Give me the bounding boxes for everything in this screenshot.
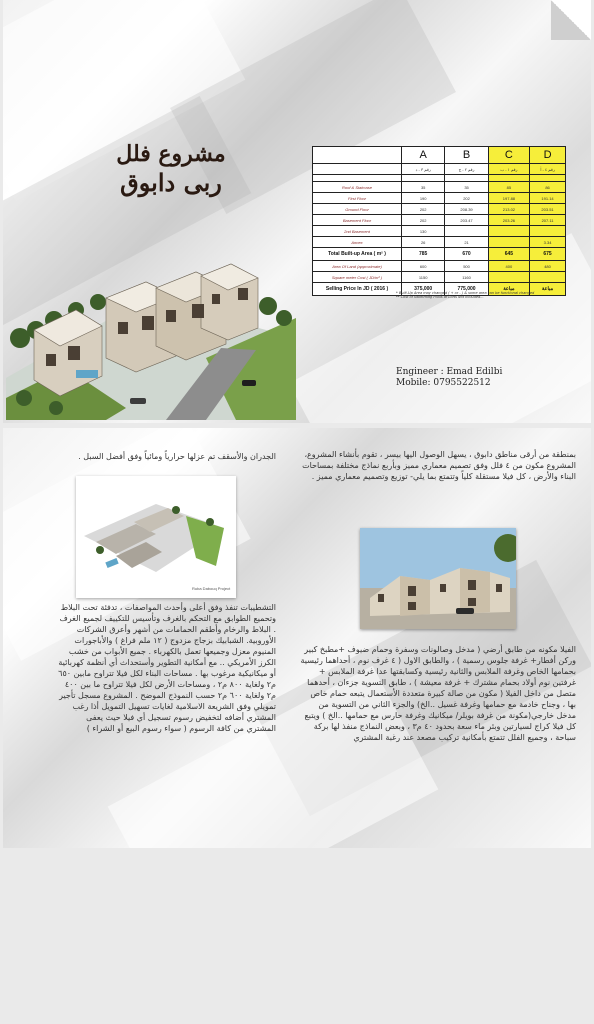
- table-cell: 86: [530, 182, 566, 193]
- table-cell: 130: [402, 226, 445, 237]
- table-cell: 600: [402, 261, 445, 272]
- table-cell: 197.88: [488, 193, 529, 204]
- villa-3d-render: [6, 258, 296, 420]
- table-row: [313, 182, 566, 193]
- table-cell: 202: [445, 193, 488, 204]
- table-cell: 26: [402, 237, 445, 248]
- table-cell: [530, 226, 566, 237]
- table-cell: [530, 272, 566, 283]
- table-cell: 35: [402, 182, 445, 193]
- table-header-row: [313, 147, 566, 164]
- table-cell: 375,000: [402, 283, 445, 296]
- table-row: [313, 237, 566, 248]
- table-cell: 670: [445, 248, 488, 261]
- table-cell: 785: [402, 248, 445, 261]
- table-cell: 207.11: [530, 215, 566, 226]
- row-label: Selling Price In JD ( 2016 ): [313, 283, 402, 296]
- site-plan-caption: Ruba Dabouq Project: [192, 586, 231, 591]
- row-label: 2nd Basement: [313, 226, 402, 237]
- table-row: [313, 204, 566, 215]
- table-cell: 1160: [445, 272, 488, 283]
- table-cell: 1150: [402, 272, 445, 283]
- table-cell: 190: [402, 193, 445, 204]
- column-subtitle: رقم ٢ - ج: [445, 164, 488, 175]
- table-row: [313, 193, 566, 204]
- table-cell: 203.47: [445, 215, 488, 226]
- table-cell: [445, 175, 488, 182]
- row-label: Annex: [313, 237, 402, 248]
- table-row: [313, 226, 566, 237]
- table-cell: 400: [488, 261, 529, 272]
- site-plan-drawing: [76, 476, 236, 598]
- villa-photo-drawing: [360, 528, 516, 629]
- table-cell: [488, 175, 529, 182]
- column-header-b: B: [445, 147, 488, 164]
- row-label: Ground Floor: [313, 204, 402, 215]
- table-corner-cell: [313, 147, 402, 164]
- table-cell: 202: [402, 204, 445, 215]
- table-row: [313, 215, 566, 226]
- table-subtitle-row: [313, 164, 566, 175]
- contact-info: [396, 367, 502, 389]
- column-subtitle: رقم ١ - ب: [488, 164, 529, 175]
- table-note-2: ** Cost of Swimming Pools ar Lofts Not Included...: [396, 295, 484, 299]
- table-cell: 675: [530, 248, 566, 261]
- table-cell: 85: [488, 182, 529, 193]
- table-cell: 203.26: [488, 215, 529, 226]
- intro-paragraph: بمنطقة من أرقى مناطق دابوق ، يسهل الوصول اليها بيسر ، تقوم بأنشاء المشروع، المشروع مكون من ٤ فلل وفق تصميم معماري مميز وبأربع نماذج مختلفة بمساحات البناء والأرض ، كل فيلا مستقلة كلياً وتتمتع بما يلي- توزيع وتصميم معماري مميز .: [302, 450, 576, 481]
- table-cell: [488, 272, 529, 283]
- villa-spec-table: [312, 146, 566, 296]
- table-cell: 35: [445, 182, 488, 193]
- column-header-a: A: [402, 147, 445, 164]
- table-cell: 213.02: [488, 204, 529, 215]
- insulation-paragraph: الجدران والأسقف تم عزلها حرارياً ومائياً وفق أفضل السبل .: [78, 452, 276, 461]
- table-cell: 202: [402, 215, 445, 226]
- project-title-line1: مشروع فلل: [116, 141, 226, 167]
- table-cell: 208.39: [445, 204, 488, 215]
- table-cell: مباعة: [488, 283, 529, 296]
- table-row: [313, 272, 566, 283]
- finishes-paragraph: التشطيبات تنفذ وفق أعلى وأحدث المواصفات ، تدفئة تحت البلاط وتحميع الطوابق مع التحكم بالغرف وتأسيس للتكييف لجميع الغرف . البلاط والرخام وأطقم الحمامات من أشهر وأعرق الشركات الأوروبية. الشبابيك بزجاج مزدوج ( ١٢ ملم فراغ ) والأباجورات المنيوم معزل وجميعها تعمل بالكهرباء . جميع الأبواب من خشب الكرز الأمريكي .. مع أمكانية التطوير وأستحداث أي أنظمة كهربائية أو ميكانيكية مرغوب بها . مساحات البناء لكل فيلا تتراوح مابين ٦٥٠ م٢ ولغاية ٨٠٠ م٢ ، ومساحات الأرض لكل فيلا تتراوح ما بين ٤٠٠ م٢ ولغاية ٦٠٠ م٢ حسب النموذج الموضح . المشروع مسجل تأجير تمويلي وفق الشريعة الاسلامية لغايات تسهيل التمويل أذا رغب المشتري أضافه لتخفيض رسوم تسجيل أي فيلا حيث يعفى المشتري من كافة الرسوم ( سواء رسوم البيع أو الشراء ): [58, 603, 276, 733]
- column-subtitle: رقم ٤ - أ: [530, 164, 566, 175]
- table-cell: 21: [445, 237, 488, 248]
- table-cell: [530, 175, 566, 182]
- table-cell: 645: [488, 248, 529, 261]
- table-cell: [488, 226, 529, 237]
- villa-description-paragraph: الفيلا مكونه من طابق أرضي ( مدخل وصالونات وسفرة وحمام ضيوف +مطبخ كبير وركن أفطار+ غرفة جلوس رسمية ) ، والطابق الاول ( ٤ غرف نوم ، أحداهما رئيسية بحمامها الخاص وغرفة الملابس والثانية رئيسية وكسابقتها عدا غرفة الملابس + غرفتين نوم أولاد بحمام مشترك + غرفة معيشة ) ، طابق التسوية جزءان ، أحدهما متصل من داخل الفيلا ( مكون من صالة كبيرة متعددة الأستعمال يتبعه حمام خاص بها ، وجناح خادمة مع حمامها وغرفة غسيل ..الخ) والجزء الثاني من التسوية من مدخل خارجي(مكونة من غرفة بويلر/ ميكانيك وغرفة حارس مع حمامها ..الخ ) ويتبع كل فيلا كراج لسيارتين وبئر ماء سعة بحدود ٤٠ م٣ ، وبعض النماذج منفذ لها بركة سباحة ، وجميع الفلل تتمتع بأمكانية تركيب مصعد عند رغبة المشتري: [300, 645, 576, 742]
- table-cell: مباعة: [530, 283, 566, 296]
- engineer-mobile: Mobile: 0795522512: [396, 378, 491, 388]
- column-header-d: D: [530, 147, 566, 164]
- page-corner-fold: [551, 0, 591, 40]
- table-cell: [402, 175, 445, 182]
- table-cell: 191.14: [530, 193, 566, 204]
- row-label: Roof & Staircase: [313, 182, 402, 193]
- villa-photo: [360, 528, 516, 629]
- column-subtitle: رقم ٣ - د: [402, 164, 445, 175]
- table-cell: 775,000: [445, 283, 488, 296]
- row-label: Total Built-up Area ( m² ): [313, 248, 402, 261]
- row-label: Area Of Land (approximate): [313, 261, 402, 272]
- project-title: [96, 140, 246, 198]
- site-plan-image: [76, 476, 236, 598]
- table-cell: 3.34: [530, 237, 566, 248]
- table-cell: [313, 164, 402, 175]
- table-row: [313, 261, 566, 272]
- table-row-total: [313, 248, 566, 261]
- table-cell: 480: [530, 261, 566, 272]
- row-label: Basement Floor: [313, 215, 402, 226]
- table-cell: [488, 237, 529, 248]
- row-label: Square meter Cost ( JD/m² ): [313, 272, 402, 283]
- table-cell: [313, 175, 402, 182]
- table-note-1: * Built-Up Area may changed ( + or - ) & some area can be functional changed: [396, 291, 535, 295]
- project-title-line2: ربى دابوق: [120, 168, 222, 197]
- table-cell: 203.51: [530, 204, 566, 215]
- table-cell: 500: [445, 261, 488, 272]
- table-notes: [396, 291, 574, 299]
- engineer-name: Engineer : Emad Edilbi: [396, 367, 503, 377]
- table-cell: [445, 226, 488, 237]
- row-label: First Floor: [313, 193, 402, 204]
- table-spacer-row: [313, 175, 566, 182]
- column-header-c: C: [488, 147, 529, 164]
